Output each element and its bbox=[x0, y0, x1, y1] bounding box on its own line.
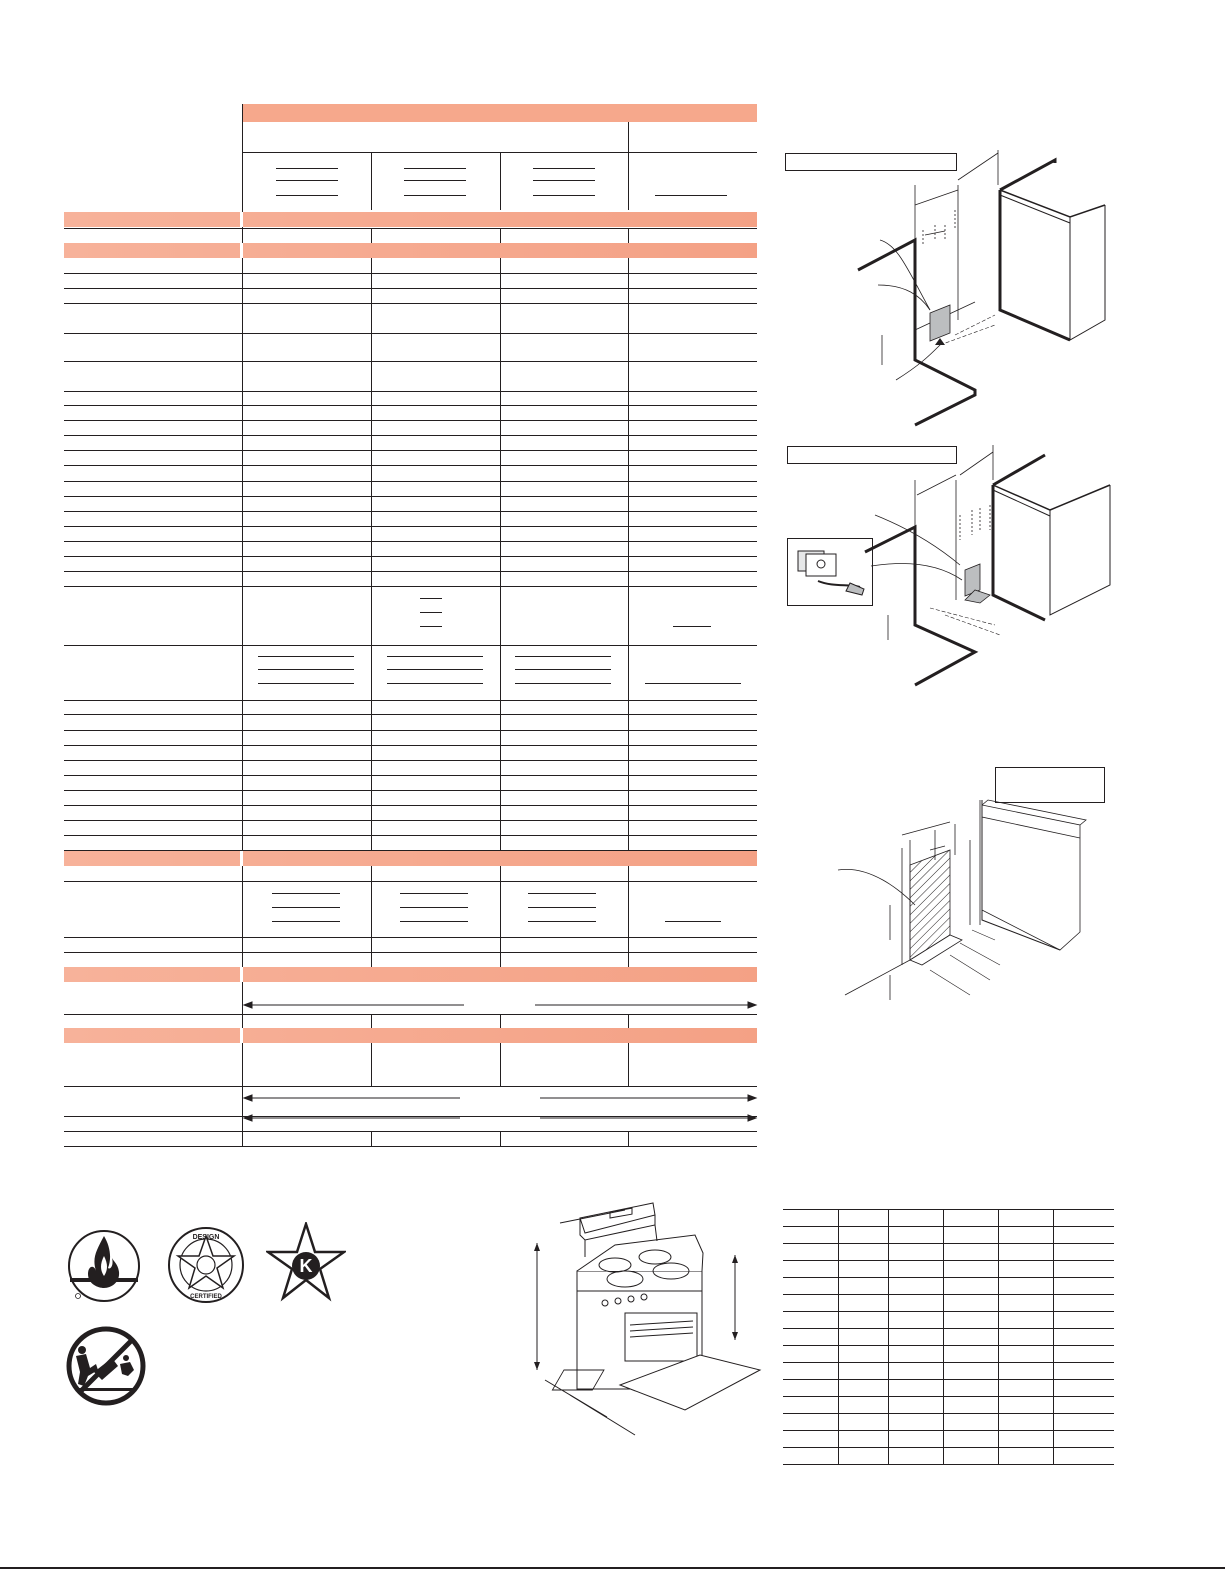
installation-diagram-1 bbox=[780, 145, 1120, 430]
spec-row-rule bbox=[64, 526, 757, 527]
cell-value-line bbox=[420, 612, 442, 613]
spec-row-rule bbox=[64, 541, 757, 542]
spec-row-rule bbox=[64, 303, 757, 304]
range-dimension-illustration bbox=[525, 1195, 770, 1455]
blue-flame-seal-icon bbox=[66, 1226, 142, 1310]
spec-row-rule bbox=[64, 435, 757, 436]
star-k-letter: K bbox=[299, 1256, 313, 1276]
cell-value-line bbox=[665, 921, 721, 922]
spec-column-divider bbox=[500, 866, 501, 967]
installation-diagram-2 bbox=[780, 440, 1120, 695]
spec-row-rule bbox=[64, 586, 757, 587]
certification-logos bbox=[60, 1220, 360, 1410]
dimension-row-rule bbox=[783, 1328, 1114, 1329]
cell-value-line bbox=[400, 907, 468, 908]
spec-row-rule bbox=[64, 881, 757, 882]
outlet-box bbox=[930, 305, 950, 341]
spec-row-rule bbox=[64, 571, 757, 572]
dimension-row-rule bbox=[783, 1260, 1114, 1261]
spec-row-rule bbox=[64, 420, 757, 421]
spec-row-rule bbox=[64, 450, 757, 451]
spec-row-rule bbox=[64, 1146, 757, 1147]
design-certified-seal-icon bbox=[167, 1226, 245, 1304]
dimension-row-rule bbox=[783, 1311, 1114, 1312]
cell-value-line bbox=[387, 683, 483, 684]
spec-row-rule bbox=[64, 714, 757, 715]
dimension-row-rule bbox=[783, 1277, 1114, 1278]
dimension-column-divider bbox=[888, 1209, 889, 1464]
dimension-row-rule bbox=[783, 1243, 1114, 1244]
dimension-row-rule bbox=[783, 1345, 1114, 1346]
spec-column-divider bbox=[371, 866, 372, 967]
cell-value-line bbox=[673, 626, 711, 627]
seal-top-text: DESIGN bbox=[192, 1234, 220, 1241]
spec-column-divider bbox=[628, 258, 629, 851]
spec-row-rule bbox=[64, 745, 757, 746]
dimension-row-rule bbox=[783, 1396, 1114, 1397]
spec-row-rule bbox=[64, 361, 757, 362]
spec-column-divider bbox=[371, 258, 372, 851]
spec-row-rule bbox=[64, 937, 757, 938]
spec-row-rule bbox=[64, 820, 757, 821]
cell-value-line bbox=[400, 893, 468, 894]
spec-column-divider bbox=[500, 258, 501, 851]
span-arrows bbox=[240, 995, 760, 1130]
spec-row-rule bbox=[64, 273, 757, 274]
dimension-row-rule bbox=[783, 1464, 1114, 1465]
spec-column-divider bbox=[628, 1131, 629, 1147]
spec-column-divider bbox=[371, 228, 372, 243]
seal-bottom-text: CERTIFIED bbox=[190, 1294, 222, 1300]
cell-value-line bbox=[387, 669, 483, 670]
dimension-table bbox=[783, 1209, 1115, 1469]
cell-value-line bbox=[528, 921, 596, 922]
spec-row-rule bbox=[64, 645, 757, 646]
dimension-row-rule bbox=[783, 1379, 1114, 1380]
spec-table bbox=[0, 0, 770, 1160]
spec-row-rule bbox=[64, 465, 757, 466]
spec-row-rule bbox=[64, 556, 757, 557]
dimension-column-divider bbox=[1053, 1209, 1054, 1464]
spec-row-rule bbox=[64, 700, 757, 701]
cell-value-line bbox=[528, 893, 596, 894]
spec-row-rule bbox=[64, 760, 757, 761]
spec-column-divider bbox=[500, 1131, 501, 1147]
spec-row-rule bbox=[64, 1131, 757, 1132]
dimension-row-rule bbox=[783, 1413, 1114, 1414]
spec-column-divider bbox=[628, 866, 629, 967]
dimension-row-rule bbox=[783, 1362, 1114, 1363]
cell-value-line bbox=[272, 921, 340, 922]
cell-value-line bbox=[515, 656, 611, 657]
cell-value-line bbox=[420, 626, 442, 627]
cell-value-line bbox=[515, 669, 611, 670]
cell-value-line bbox=[528, 907, 596, 908]
dimension-row-rule bbox=[783, 1447, 1114, 1448]
spec-row-rule bbox=[64, 288, 757, 289]
spec-row-rule bbox=[64, 952, 757, 953]
section-band-2 bbox=[64, 243, 757, 258]
cell-value-line bbox=[515, 683, 611, 684]
dimension-row-rule bbox=[783, 1430, 1114, 1431]
dimension-column-divider bbox=[838, 1209, 839, 1464]
dimension-row-rule bbox=[783, 1226, 1114, 1227]
cell-value-line bbox=[258, 656, 354, 657]
footer-rule bbox=[0, 1567, 1225, 1569]
cell-value-line bbox=[258, 683, 354, 684]
section-band-1 bbox=[64, 212, 757, 227]
cell-value-line bbox=[272, 893, 340, 894]
spec-row-rule bbox=[64, 405, 757, 406]
spec-row-rule bbox=[64, 730, 757, 731]
spec-column-divider bbox=[371, 1131, 372, 1147]
spec-row-rule bbox=[64, 391, 757, 392]
spec-row-rule bbox=[64, 835, 757, 836]
cell-value-line bbox=[420, 598, 442, 599]
dimension-row-rule bbox=[783, 1294, 1114, 1295]
dimension-row-rule bbox=[783, 1209, 1114, 1210]
dimension-column-divider bbox=[943, 1209, 944, 1464]
installation-diagram-3 bbox=[810, 760, 1110, 1015]
star-k-icon bbox=[266, 1222, 346, 1302]
section-band-3 bbox=[64, 851, 757, 866]
cell-value-line bbox=[258, 669, 354, 670]
cell-value-line bbox=[387, 656, 483, 657]
spec-row-rule bbox=[64, 511, 757, 512]
cell-value-line bbox=[645, 683, 741, 684]
cell-value-line bbox=[272, 907, 340, 908]
spec-row-rule bbox=[64, 805, 757, 806]
spec-row-rule bbox=[64, 333, 757, 334]
dimension-column-divider bbox=[998, 1209, 999, 1464]
anti-tip-warning-icon bbox=[64, 1324, 148, 1408]
section-band-4 bbox=[64, 967, 757, 982]
cell-value-line bbox=[400, 921, 468, 922]
spec-row-rule bbox=[64, 790, 757, 791]
spec-column-divider bbox=[500, 228, 501, 243]
spec-row-rule bbox=[64, 775, 757, 776]
spec-table-header-band bbox=[242, 104, 757, 122]
spec-column-divider bbox=[628, 228, 629, 243]
spec-row-rule bbox=[64, 496, 757, 497]
spec-row-rule bbox=[64, 481, 757, 482]
